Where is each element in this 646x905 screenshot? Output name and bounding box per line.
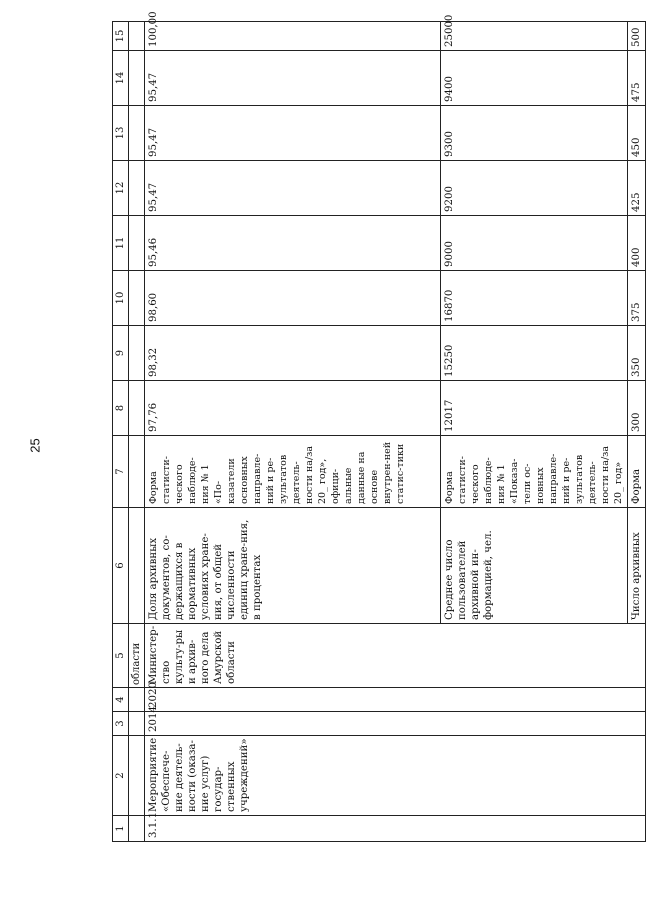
- value-cell: 9300: [441, 106, 628, 161]
- value-cell: 95,46: [145, 216, 441, 271]
- value-cell: 375: [628, 271, 646, 326]
- value-cell: 16870: [441, 271, 628, 326]
- end-year: 2020: [145, 688, 646, 712]
- value-cell: 97,76: [145, 381, 441, 436]
- page-number: 25: [27, 438, 43, 453]
- col-header: 4: [113, 688, 129, 712]
- value-cell: 100,00: [145, 22, 441, 51]
- column-number-row: [113, 22, 129, 842]
- value-cell: 9200: [441, 161, 628, 216]
- value-cell: 95,47: [145, 161, 441, 216]
- col-header: 8: [113, 381, 129, 436]
- value-cell: 95,47: [145, 51, 441, 106]
- start-year: 2014: [145, 712, 646, 736]
- value-cell: 475: [628, 51, 646, 106]
- col-header: 13: [113, 106, 129, 161]
- table-row: [145, 22, 441, 842]
- indicator-name: Доля архивных документов, со-держащихся в нормативных условиях хране-ния, от общей численности единиц хране-ния, в процентах: [145, 508, 441, 624]
- value-cell: 500: [628, 22, 646, 51]
- value-cell: 9400: [441, 51, 628, 106]
- continuation-row: [129, 22, 145, 842]
- activity-name: Мероприятие «Обеспече-ние деятель-ности (оказа-ние услуг) государ-ственных учреждений»: [145, 736, 646, 816]
- value-cell: 450: [628, 106, 646, 161]
- value-cell: 350: [628, 326, 646, 381]
- indicator-source: Форма: [628, 436, 646, 508]
- region-continuation: области: [129, 624, 145, 688]
- col-header: 7: [113, 436, 129, 508]
- col-header: 10: [113, 271, 129, 326]
- value-cell: 400: [628, 216, 646, 271]
- responsible-executor: Министер-ство культу-ры и архив-ного дела Амурской области: [145, 624, 646, 688]
- indicator-name: Число архивных: [628, 508, 646, 624]
- col-header: 1: [113, 816, 129, 842]
- col-header: 2: [113, 736, 129, 816]
- col-header: 15: [113, 22, 129, 51]
- col-header: 9: [113, 326, 129, 381]
- value-cell: 25000: [441, 22, 628, 51]
- col-header: 5: [113, 624, 129, 688]
- indicator-source: Форма статисти-ческого наблюде-ния № 1 «Показа-тели ос-новных направле-ний и ре-зультатов деятель-ности на/за 20_ год»: [441, 436, 628, 508]
- rotated-table-container: [112, 11, 642, 842]
- value-cell: 425: [628, 161, 646, 216]
- row-number: 3.1.1: [145, 816, 646, 842]
- value-cell: 300: [628, 381, 646, 436]
- col-header: 14: [113, 51, 129, 106]
- indicator-name: Среднее число пользователей архивной ин-формацией, чел.: [441, 508, 628, 624]
- col-header: 6: [113, 508, 129, 624]
- value-cell: 98,60: [145, 271, 441, 326]
- value-cell: 98,32: [145, 326, 441, 381]
- col-header: 3: [113, 712, 129, 736]
- indicator-source: Форма статисти-ческого наблюде-ния № 1 «По-казатели основных направле-ний и ре-зультатов деятель-ности на/за 20_ год», офици-альные данные на основе внутрен-ней статис-тики: [145, 436, 441, 508]
- value-cell: 9000: [441, 216, 628, 271]
- value-cell: 95,47: [145, 106, 441, 161]
- value-cell: 15250: [441, 326, 628, 381]
- col-header: 11: [113, 216, 129, 271]
- indicators-table: [112, 11, 646, 842]
- col-header: 12: [113, 161, 129, 216]
- value-cell: 12017: [441, 381, 628, 436]
